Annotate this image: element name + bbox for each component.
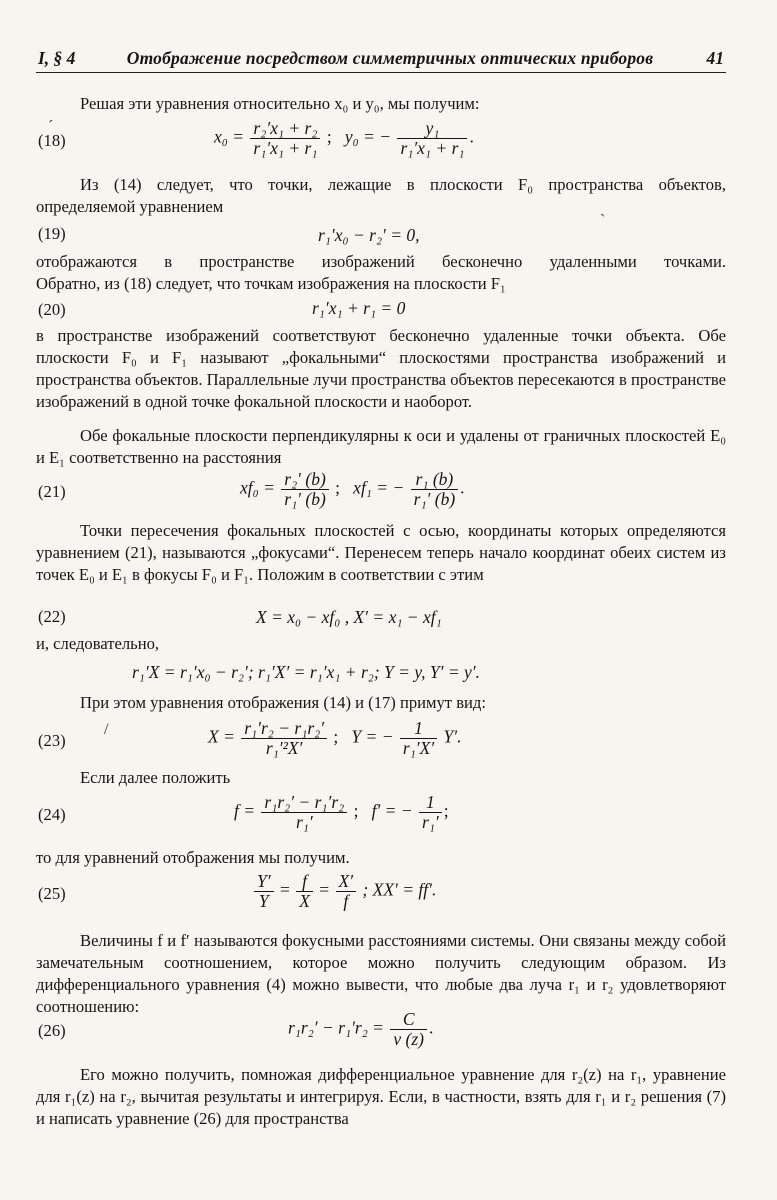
paragraph: то для уравнений отображения мы получим.: [36, 848, 350, 867]
equation-number: (20): [38, 300, 66, 319]
equation-26: r₁r₂′ − r₁′r₂ = $\frac{C}{\nu (z)}$ .: [288, 1009, 434, 1049]
equation-22b: r₁′X = r₁′x₀ − r₂′; r₁′X′ = r₁′x₁ + r₂; Y = y, Y′ = y′.: [132, 662, 480, 682]
paragraph: Решая эти уравнения относительно x₀ и y₀, мы получим:: [80, 94, 480, 113]
equation-21: xf₀ = $\frac{\text{r₂′ (b)}}{\text{r₁′ (b)}}$ ; xf₁ = − $\frac{\text{r₁ (b)}}{\text{r₁′ (b)}}$ .: [240, 469, 465, 509]
paragraph: в пространстве изображений соответствуют бесконечно удаленные точки объекта. Обе плоскости F₀ и F₁ называют „фокальными“ плоскостями пространства изображений и пространства объектов. Параллельные лучи пространства объектов пересекаются в пространстве изображений в одной точке фокальной плоскости и наоборот.: [36, 326, 726, 411]
paragraph: отображаются в пространстве изображений бесконечно удаленными точками.: [36, 252, 726, 271]
equation-number: (22): [38, 607, 66, 626]
equation-number: (18): [38, 131, 66, 150]
page-number: 41: [706, 48, 724, 68]
paragraph: и, следовательно,: [36, 634, 160, 653]
equation-19: r₁′x₀ − r₂′ = 0,: [318, 225, 420, 245]
equation-22: X = x₀ − xf₀ , X′ = x₁ − xf₁: [256, 607, 442, 627]
header-title: Отображение посредством симметричных оптических приборов: [126, 48, 654, 68]
paragraph: Величины f и f′ называются фокусными расстояниями системы. Они связаны между собой замечательным соотношением, которое можно получить следующим образом. Из дифференциального уравнения (4) можно вывести, что любые два луча r₁ и r₂ удовлетворяют соотношению:: [36, 931, 726, 1016]
equation-number: (19): [38, 224, 66, 243]
paragraph: При этом уравнения отображения (14) и (17) примут вид:: [80, 693, 486, 712]
equation-number: (23): [38, 731, 66, 750]
pencil-mark: `: [600, 212, 606, 229]
equation-number: (21): [38, 482, 66, 501]
paragraph: Точки пересечения фокальных плоскостей с осью, координаты которых определяются уравнением (21), называются „фокусами“. Перенесем теперь начало координат обеих систем из точек E₀ и E₁ в фокусы F₀ и F₁. Положим в соответствии с этим: [36, 521, 726, 584]
running-header: [36, 44, 726, 73]
equation-number: (24): [38, 805, 66, 824]
paragraph: Из (14) следует, что точки, лежащие в плоскости F₀ пространства объектов,: [80, 175, 726, 194]
equation-20: r₁′x₁ + r₁ = 0: [312, 298, 406, 318]
equation-number: (25): [38, 884, 66, 903]
section-label: I, § 4: [38, 48, 76, 68]
paragraph: Обе фокальные плоскости перпендикулярны к оси и удалены от граничных плоскостей E₀ и E₁ соответственно на расстояния: [36, 426, 726, 467]
pencil-mark: /: [104, 721, 109, 738]
paragraph: Обратно, из (18) следует, что точкам изображения на плоскости F₁: [36, 274, 506, 293]
equation-number: (26): [38, 1021, 66, 1040]
paragraph: Его можно получить, помножая дифференциальное уравнение для r₂(z) на r₁, уравнение для r₁(z) на r₂, вычитая результаты и интегрируя. Если, в частности, взять для r₁ и r₂ решения (7) и написать уравнение (26) для пространства: [36, 1065, 726, 1128]
paragraph: Если далее положить: [80, 768, 231, 787]
paragraph: определяемой уравнением: [36, 197, 224, 216]
pencil-mark: ´: [48, 118, 54, 135]
equation-18: x₀ = $\frac{\text{r₂′x₁ + r₂}}{\text{r₁′x₁ + r₁}}$ ; y₀ = − $\frac{\text{y₁}}{\text{r₁′x₁ + r₁}}$ .: [214, 118, 474, 158]
equation-23: X = $\frac{\text{r₁′r₂ − r₁r₂′}}{\text{r₁′²X′}}$ ; Y = − $\frac{1}{\text{r₁′X′}}$ Y′.: [208, 718, 462, 758]
equation-25: $\frac{Y'}{Y}$ = $\frac{f}{X}$ = $\frac{X'}{f}$ ; XX′ = ff′.: [252, 872, 436, 911]
equation-24: f = $\frac{\text{r₁r₂′ − r₁′r₂}}{\text{r₁′}}$ ; f′ = − $\frac{1}{\text{r₁′}}$ ;: [234, 792, 449, 832]
